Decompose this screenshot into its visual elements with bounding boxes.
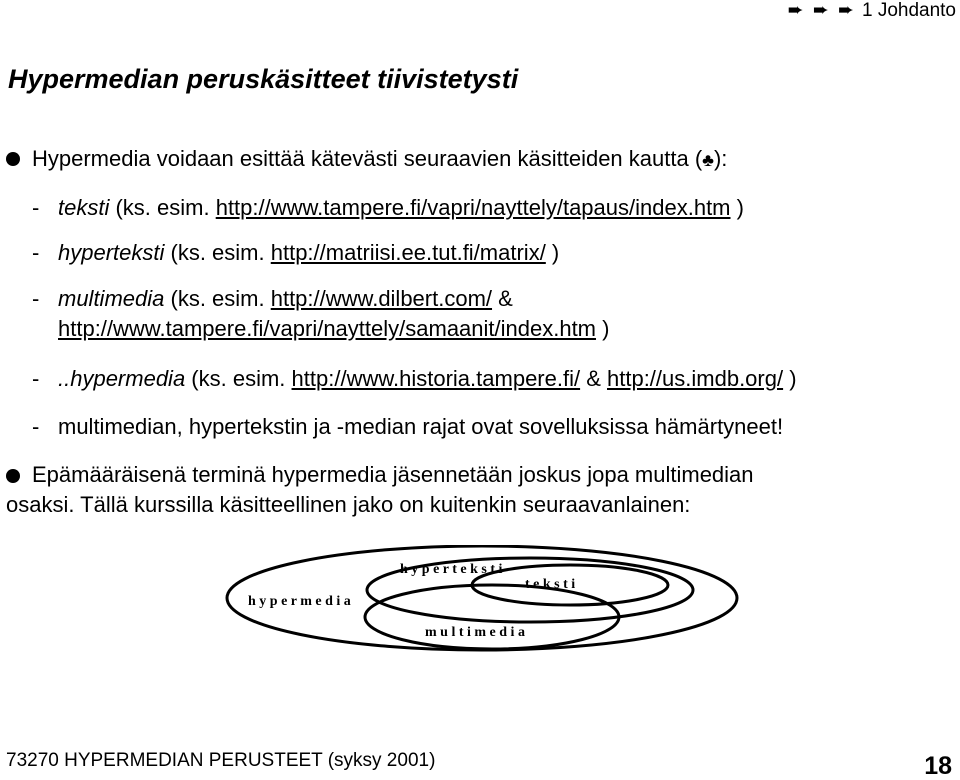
bullet-intro-end: ): bbox=[713, 146, 728, 171]
dash-marker: - bbox=[32, 195, 40, 220]
dash-marker: - bbox=[32, 286, 40, 311]
term-hypermedia: ..hypermedia bbox=[58, 366, 186, 391]
link-samaanit[interactable]: http://www.tampere.fi/vapri/nayttely/samaanit/index.htm bbox=[58, 316, 597, 341]
bullet-intro-text: Hypermedia voidaan esittää kätevästi seuraavien käsitteiden kautta ( bbox=[32, 146, 703, 171]
item-post2: ) bbox=[596, 316, 610, 341]
term-hyperteksti: hyperteksti bbox=[58, 240, 165, 265]
item-pre: (ks. esim. bbox=[185, 366, 292, 391]
club-icon: ♣ bbox=[702, 150, 714, 170]
bullet-intro bbox=[32, 146, 727, 173]
header-nav bbox=[788, 0, 956, 22]
list-item-teksti bbox=[32, 195, 744, 221]
bullet-icon bbox=[6, 469, 20, 483]
section-label: 1 Johdanto bbox=[861, 0, 956, 21]
item-pre: (ks. esim. bbox=[164, 286, 271, 311]
hypermedia-label: h y p e r m e d i a bbox=[248, 594, 351, 609]
dash-marker: - bbox=[32, 414, 40, 439]
dash-marker: - bbox=[32, 366, 40, 391]
link-historia[interactable]: http://www.historia.tampere.fi/ bbox=[291, 366, 581, 391]
footer-course: 73270 HYPERMEDIAN PERUSTEET (syksy 2001) bbox=[6, 750, 436, 771]
hyperteksti-label: h y p e r t e k s t i bbox=[400, 562, 503, 577]
item-mid: & bbox=[580, 366, 607, 391]
bullet-2-line-1: Epämääräisenä terminä hypermedia jäsennetään joskus jopa multimedian bbox=[32, 462, 754, 487]
item-post: & bbox=[492, 286, 513, 311]
item-post: ) bbox=[783, 366, 797, 391]
item-text: multimedian, hypertekstin ja -median rajat ovat sovelluksissa hämärtyneet! bbox=[58, 414, 784, 439]
concept-diagram bbox=[0, 545, 960, 730]
nav-arrows-icon: ➨ ➨ ➨ bbox=[787, 0, 856, 21]
link-imdb[interactable]: http://us.imdb.org/ bbox=[607, 366, 784, 391]
bullet-2-line-2: osaksi. Tällä kurssilla käsitteellinen jako on kuitenkin seuraavanlainen: bbox=[6, 492, 691, 517]
list-item-multimedia bbox=[32, 286, 513, 312]
list-item-rajat bbox=[32, 414, 783, 440]
item-pre: (ks. esim. bbox=[109, 195, 216, 220]
page-number: 18 bbox=[924, 752, 952, 780]
list-item-hypermedia bbox=[32, 366, 797, 392]
teksti-label: t e k s t i bbox=[525, 577, 576, 592]
page-title: Hypermedian peruskäsitteet tiivistetysti bbox=[8, 64, 519, 94]
item-post: ) bbox=[730, 195, 744, 220]
link-tapaus[interactable]: http://www.tampere.fi/vapri/nayttely/tapaus/index.htm bbox=[215, 195, 731, 220]
list-item-multimedia-cont bbox=[58, 316, 609, 342]
list-item-hyperteksti bbox=[32, 240, 559, 266]
multimedia-label: m u l t i m e d i a bbox=[425, 625, 525, 640]
item-post: ) bbox=[545, 240, 560, 265]
term-multimedia: multimedia bbox=[58, 286, 165, 311]
link-matrix[interactable]: http://matriisi.ee.tut.fi/matrix/ bbox=[270, 240, 546, 265]
bullet-icon bbox=[6, 152, 20, 166]
item-pre: (ks. esim. bbox=[164, 240, 271, 265]
term-teksti: teksti bbox=[58, 195, 110, 220]
dash-marker: - bbox=[32, 240, 40, 265]
link-dilbert[interactable]: http://www.dilbert.com/ bbox=[270, 286, 493, 311]
